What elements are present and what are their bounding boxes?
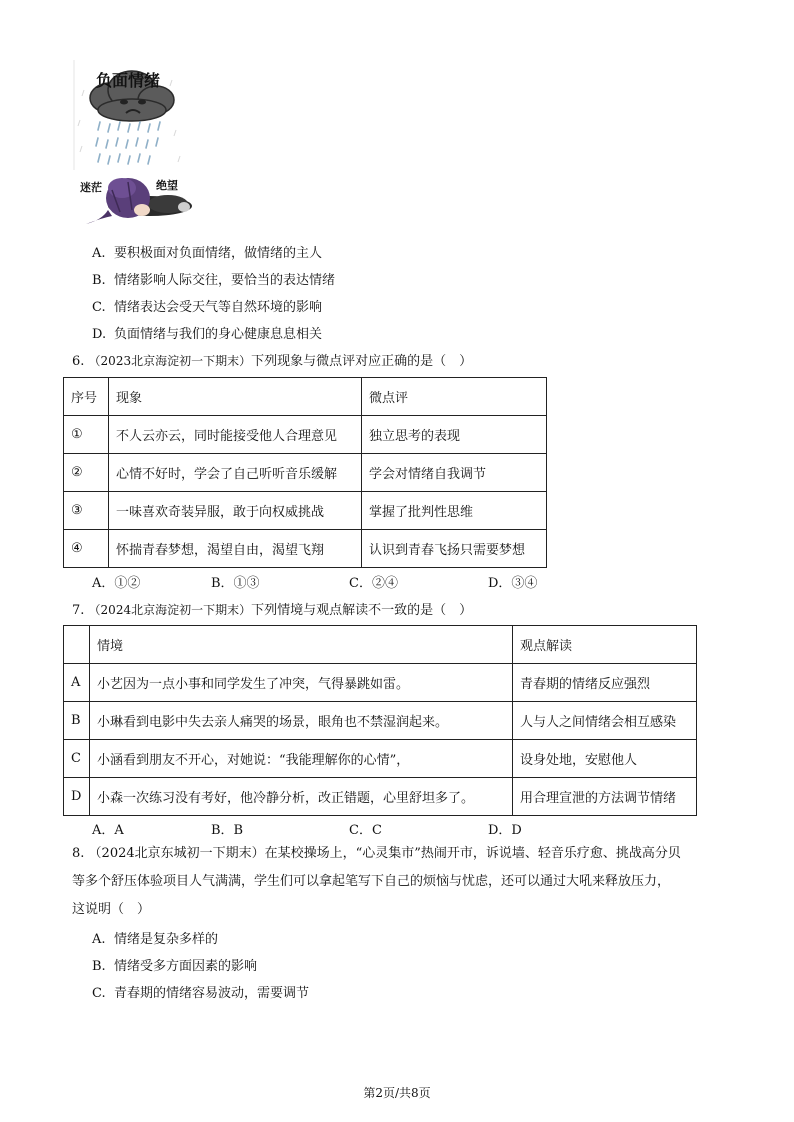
option-key: C. (92, 300, 106, 315)
table-row (64, 454, 547, 492)
table-cell: 小琳看到电影中失去亲人痛哭的场景，眼角也不禁湿润起来。 (90, 702, 513, 740)
q5-option-d[interactable] (92, 323, 322, 342)
table-cell: 独立思考的表现 (362, 416, 547, 454)
table-cell: 小艺因为一点小事和同学发生了冲突，气得暴跳如雷。 (90, 664, 513, 702)
q7-stem (72, 599, 472, 618)
table-cell: 学会对情绪自我调节 (362, 454, 547, 492)
table-cell: 心情不好时，学会了自己听听音乐缓解 (109, 454, 362, 492)
option-key: A. (92, 246, 106, 261)
table-cell: 掌握了批判性思维 (362, 492, 547, 530)
table-row (64, 740, 697, 778)
question-number: 7. (72, 603, 85, 618)
table-cell: ② (64, 454, 109, 492)
answer-choice-b[interactable]: B．B (211, 823, 244, 838)
answer-choice-c[interactable]: C．②④ (349, 576, 398, 591)
question-number: 6. (72, 354, 85, 369)
table-header-cell (64, 626, 90, 664)
table-cell: C (64, 740, 90, 778)
table-cell: 认识到青春飞扬只需要梦想 (362, 530, 547, 568)
q5-option-c[interactable] (92, 296, 322, 315)
answer-choice-d[interactable]: D．D (488, 823, 522, 838)
table-cell: 用合理宣泄的方法调节情绪 (513, 778, 697, 816)
option-text: 情绪表达会受天气等自然环境的影响 (114, 300, 323, 315)
question-source: （2024北京东城初一下期末） (88, 846, 265, 861)
answer-choice-d[interactable]: D．③④ (488, 576, 538, 591)
q8-option-a[interactable] (92, 928, 218, 947)
table-cell: ④ (64, 530, 109, 568)
table-row (64, 416, 547, 454)
q7-answer-choices (0, 819, 794, 837)
table-header-cell: 序号 (64, 378, 109, 416)
negative-emotion-illustration (72, 60, 192, 228)
table-cell: B (64, 702, 90, 740)
page-number-footer: 第2页/共8页 (363, 1086, 431, 1100)
q5-option-a[interactable] (92, 242, 322, 261)
table-cell: D (64, 778, 90, 816)
option-text: 要积极面对负面情绪，做情绪的主人 (114, 246, 323, 261)
figure-label-confused: 迷茫 (80, 181, 102, 194)
table-header-row (64, 378, 547, 416)
option-text: 情绪影响人际交往，要恰当的表达情绪 (114, 273, 336, 288)
option-key: B. (92, 959, 106, 974)
table-header-cell: 现象 (109, 378, 362, 416)
table-row (64, 492, 547, 530)
question-source: （2024北京海淀初一下期末） (88, 603, 252, 617)
table-header-cell: 观点解读 (513, 626, 697, 664)
q8-stem (72, 840, 732, 924)
option-key: A. (92, 932, 106, 947)
q8-option-b[interactable] (92, 955, 257, 974)
q5-option-b[interactable] (92, 269, 335, 288)
q6-table (63, 377, 547, 568)
option-key: C. (92, 986, 106, 1001)
question-text: 下列情境与观点解读不一致的是（ ） (251, 603, 473, 618)
question-text-line-1: 在某校操场上，“心灵集市”热闹开市，诉说墙、轻音乐疗愈、挑战高分贝 (264, 846, 681, 861)
table-cell: ③ (64, 492, 109, 530)
table-row (64, 702, 697, 740)
option-text: 情绪受多方面因素的影响 (114, 959, 258, 974)
table-cell: A (64, 664, 90, 702)
q7-table (63, 625, 697, 816)
q8-option-c[interactable] (92, 982, 309, 1001)
q6-answer-choices (0, 572, 794, 590)
table-cell: 怀揣青春梦想，渴望自由，渴望飞翔 (109, 530, 362, 568)
table-header-row (64, 626, 697, 664)
table-row (64, 664, 697, 702)
table-cell: 青春期的情绪反应强烈 (513, 664, 697, 702)
option-text: 情绪是复杂多样的 (114, 932, 219, 947)
table-cell: 小涵看到朋友不开心，对她说：“我能理解你的心情”， (90, 740, 513, 778)
answer-choice-c[interactable]: C．C (349, 823, 382, 838)
table-row (64, 778, 697, 816)
question-number: 8. (72, 846, 85, 861)
question-text-line-2: 等多个舒压体验项目人气满满，学生们可以拿起笔写下自己的烦恼与忧虑，还可以通过大吼来释放压力， (72, 874, 671, 889)
table-cell: 一味喜欢奇装异服，敢于向权威挑战 (109, 492, 362, 530)
table-cell: 不人云亦云，同时能接受他人合理意见 (109, 416, 362, 454)
answer-choice-b[interactable]: B．①③ (211, 576, 260, 591)
option-key: B. (92, 273, 106, 288)
option-key: D. (92, 327, 107, 342)
table-row (64, 530, 547, 568)
option-text: 青春期的情绪容易波动，需要调节 (114, 986, 310, 1001)
question-source: （2023北京海淀初一下期末） (88, 354, 252, 368)
table-cell: 设身处地，安慰他人 (513, 740, 697, 778)
table-cell: 小森一次练习没有考好，他冷静分析，改正错题，心里舒坦多了。 (90, 778, 513, 816)
question-text-line-3: 这说明（ ） (72, 902, 151, 917)
table-cell: ① (64, 416, 109, 454)
table-header-cell: 情境 (90, 626, 513, 664)
q6-stem (72, 350, 472, 369)
answer-choice-a[interactable]: A．①② (92, 576, 141, 591)
question-text: 下列现象与微点评对应正确的是（ ） (251, 354, 473, 369)
answer-choice-a[interactable]: A．A (92, 823, 124, 838)
figure-label-despair: 绝望 (156, 179, 178, 192)
option-text: 负面情绪与我们的身心健康息息相关 (114, 327, 323, 342)
figure-title: 负面情绪 (96, 71, 161, 90)
table-header-cell: 微点评 (362, 378, 547, 416)
table-cell: 人与人之间情绪会相互感染 (513, 702, 697, 740)
